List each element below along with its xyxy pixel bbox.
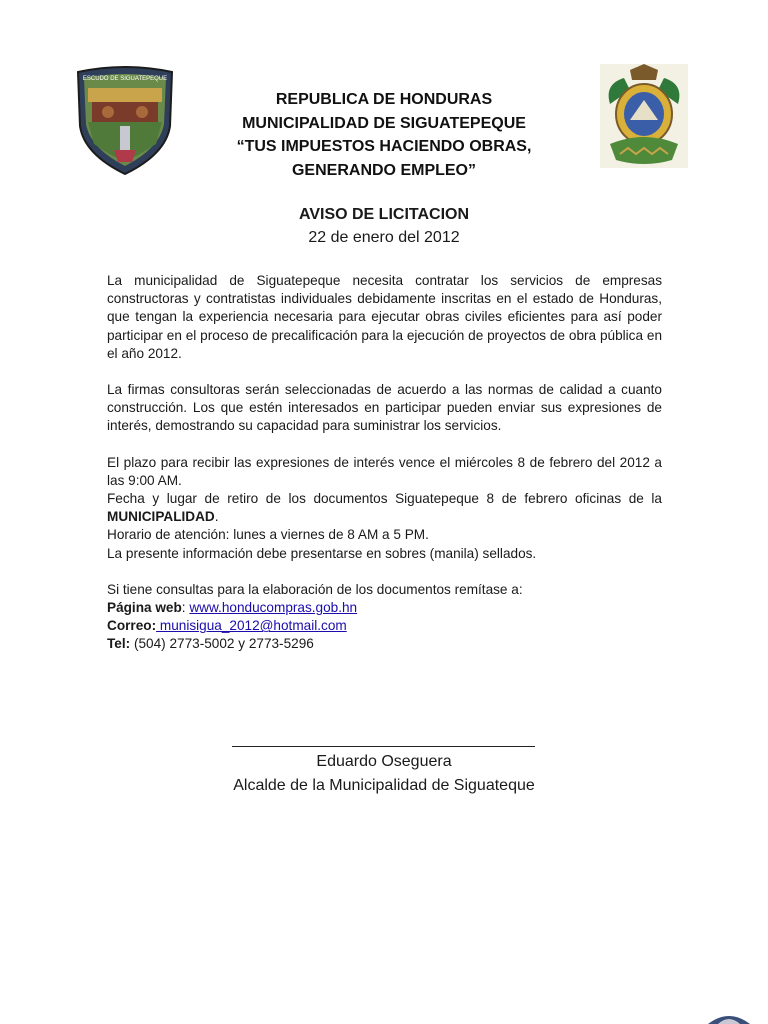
header-line-republic: REPUBLICA DE HONDURAS	[275, 91, 493, 108]
web-separator: :	[181, 600, 190, 616]
notice-date: 22 de enero del 2012	[308, 229, 460, 246]
corner-emblem-icon	[704, 1008, 754, 1024]
email-link[interactable]: munisigua_2012@hotmail.com	[156, 618, 347, 634]
email-label: Correo:	[107, 618, 157, 634]
deadline-text: El plazo para recibir las expresiones de interés vence el miércoles 8 de febrero del 2012 a las 9:00 AM.	[107, 454, 662, 488]
letterhead	[0, 88, 768, 182]
submission-text: La presente información debe presentarse en sobres (manila) sellados.	[107, 545, 537, 561]
header-line-slogan-2: GENERANDO EMPLEO”	[291, 161, 476, 179]
signer-title: Alcalde de la Municipalidad de Siguateque	[233, 777, 535, 794]
notice-body	[107, 272, 662, 654]
pickup-suffix: .	[214, 509, 219, 525]
header-line-municipality: MUNICIPALIDAD DE SIGUATEPEQUE	[242, 114, 526, 132]
signer-name: Eduardo Oseguera	[316, 753, 452, 770]
contact-phone	[107, 635, 662, 653]
signature-block	[0, 750, 768, 798]
notice-title: AVISO DE LICITACION	[298, 206, 470, 223]
web-label: Página web	[107, 600, 182, 616]
paragraph-selection: La firmas consultoras serán seleccionadas de acuerdo a las normas de calidad a cuanto construcción. Los que estén interesados en participar pueden enviar sus expresiones de interés, demostrando su capacidad para suministrar los servicios.	[107, 382, 662, 434]
contact-email	[107, 617, 662, 635]
phone-value: (504) 2773-5002 y 2773-5296	[130, 636, 314, 652]
paragraph-intro: La municipalidad de Siguatepeque necesita contratar los servicios de empresas constructoras y contratistas individuales debidamente inscritas en el estado de Honduras, que tengan la experiencia necesaria para ejecutar obras civiles eficientes para así poder participar en el proceso de precalificación para la ejecución de proyectos de obra pública en el año 2012.	[107, 273, 662, 361]
signature-line	[232, 746, 535, 747]
phone-label: Tel:	[107, 636, 131, 652]
shield-banner-text: ESCUDO DE SIGUATEPEQUE	[82, 76, 168, 82]
contact-intro: Si tiene consultas para la elaboración de los documentos remítase a:	[107, 581, 523, 597]
pickup-text	[107, 490, 662, 526]
web-link[interactable]: www.honducompras.gob.hn	[189, 600, 358, 616]
notice-heading	[0, 204, 768, 250]
office-hours-text: Horario de atención: lunes a viernes de 8 AM a 5 PM.	[107, 527, 429, 543]
header-line-slogan-1: “TUS IMPUESTOS HACIENDO OBRAS,	[236, 138, 532, 155]
contact-web	[107, 599, 662, 617]
pickup-prefix: Fecha y lugar de retiro de los documentos Siguatepeque 8 de febrero oficinas de la	[107, 491, 662, 507]
pickup-office: MUNICIPALIDAD	[107, 509, 215, 525]
